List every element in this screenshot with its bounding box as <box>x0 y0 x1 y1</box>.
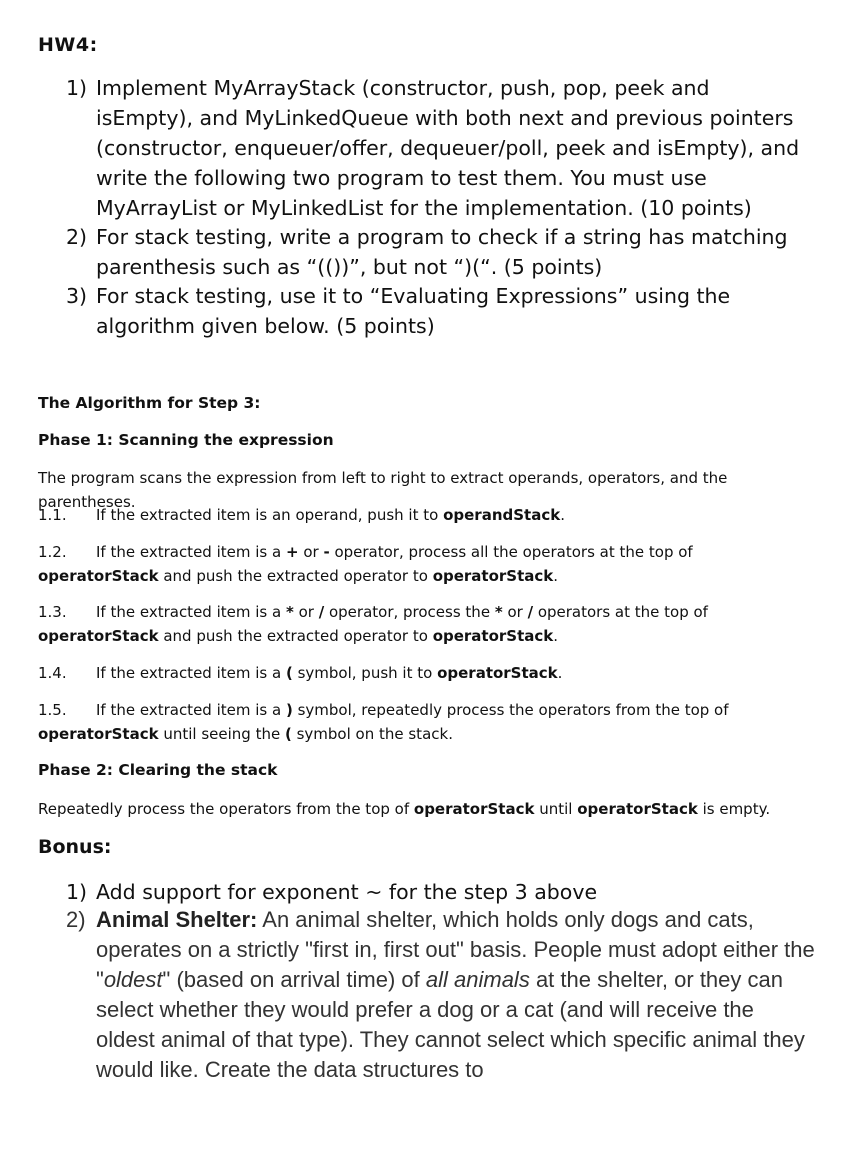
stack-name: operatorStack <box>38 627 159 645</box>
step-text: is empty. <box>697 800 771 818</box>
step-text: Repeatedly process the operators from the top of <box>38 800 414 818</box>
step-text: symbol, repeatedly process the operators from the top of <box>292 701 729 719</box>
algorithm-step-1-5 <box>38 698 818 746</box>
step-text: operator, process all the operators at the top of <box>329 543 693 561</box>
operator-symbol: * <box>494 603 503 621</box>
task-item-2 <box>66 222 806 282</box>
step-text: and push the extracted operator to <box>158 627 433 645</box>
task-text: For stack testing, write a program to check if a string has matching parenthesis such as “(())”, but not “)(“. (5 points) <box>96 225 788 279</box>
phase-1-title: Phase 1: Scanning the expression <box>38 431 334 449</box>
algorithm-title: The Algorithm for Step 3: <box>38 394 261 412</box>
parenthesis-symbol: ( <box>284 725 292 743</box>
task-number: 3) <box>66 284 88 308</box>
bonus-text: Add support for exponent ~ for the step 3 above <box>96 880 598 904</box>
parenthesis-symbol: ( <box>285 664 293 682</box>
step-text: If the extracted item is a <box>96 603 286 621</box>
operator-symbol: - <box>323 543 330 561</box>
stack-name: operatorStack <box>38 725 159 743</box>
task-item-1 <box>66 73 806 223</box>
step-text: If the extracted item is a <box>96 543 286 561</box>
operator-symbol: / <box>527 603 534 621</box>
parenthesis-symbol: ) <box>285 701 293 719</box>
task-number: 2) <box>66 225 88 249</box>
operator-symbol: * <box>285 603 294 621</box>
stack-name: operatorStack <box>577 800 698 818</box>
task-text: Implement MyArrayStack (constructor, push, pop, peek and isEmpty), and MyLinkedQueue with both next and previous pointers (constructor, enqueuer/offer, dequeuer/poll, peek and isEmpty), and write the following two program to test them. You must use MyArrayList or MyLinkedList for the implementation. (10 points) <box>96 76 800 220</box>
step-number: 1.1. <box>38 506 67 524</box>
emphasis-text: oldest <box>103 967 163 992</box>
bonus-text-part: " (based on arrival time) of <box>162 967 426 992</box>
step-text: or <box>293 603 319 621</box>
step-text: If the extracted item is a <box>96 664 286 682</box>
step-text: or <box>298 543 324 561</box>
bonus-number: 2) <box>66 907 86 932</box>
task-item-3 <box>66 281 806 341</box>
stack-name: operatorStack <box>432 627 554 645</box>
step-text: until <box>534 800 578 818</box>
step-text: If the extracted item is an operand, push it to <box>96 506 444 524</box>
bonus-text-part: at the shelter, or they can select whether they would prefer a dog or a cat (and will receive the oldest animal of that type). They cannot select which specific animal they would like. Create the data structures to <box>96 967 805 1082</box>
step-text: . <box>560 506 565 524</box>
bonus-number: 1) <box>66 880 88 904</box>
step-text: . <box>553 627 559 645</box>
step-text: until seeing the <box>158 725 285 743</box>
bonus-item-2 <box>66 905 816 1085</box>
bonus-item-title: Animal Shelter: <box>96 907 258 932</box>
step-number: 1.2. <box>38 543 67 561</box>
step-text: or <box>502 603 528 621</box>
algorithm-step-1-1 <box>38 503 818 527</box>
bonus-title: Bonus: <box>38 836 112 858</box>
step-text: . <box>557 664 563 682</box>
operator-symbol: + <box>285 543 299 561</box>
algorithm-step-1-3 <box>38 600 818 648</box>
algorithm-step-1-4 <box>38 661 818 685</box>
phase-1-intro: The program scans the expression from left to right to extract operands, operators, and the parentheses. <box>38 469 728 511</box>
step-number: 1.4. <box>38 664 67 682</box>
step-text: operator, process the <box>324 603 495 621</box>
step-number: 1.3. <box>38 603 67 621</box>
step-text: symbol, push it to <box>292 664 438 682</box>
step-number: 1.5. <box>38 701 67 719</box>
bonus-text <box>96 905 816 1085</box>
stack-name: operatorStack <box>38 567 159 585</box>
bonus-item-1 <box>66 877 816 907</box>
bonus-text-part: An animal shelter, which holds only dogs and cats, operates on a strictly "first in, first out" basis. People must adopt either the " <box>96 907 815 992</box>
step-text: symbol on the stack. <box>291 725 453 743</box>
stack-name: operatorStack <box>437 664 558 682</box>
phase-2-text <box>38 797 818 821</box>
step-text: . <box>553 567 559 585</box>
task-number: 1) <box>66 76 88 100</box>
step-text: If the extracted item is a <box>96 701 286 719</box>
algorithm-step-1-2 <box>38 540 818 588</box>
step-text: operators at the top of <box>533 603 708 621</box>
stack-name: operatorStack <box>432 567 554 585</box>
phase-2-title: Phase 2: Clearing the stack <box>38 761 278 779</box>
stack-name: operandStack <box>443 506 561 524</box>
step-text: and push the extracted operator to <box>158 567 433 585</box>
emphasis-text: all animals <box>425 967 530 992</box>
operator-symbol: / <box>318 603 325 621</box>
page-title: HW4: <box>38 34 98 56</box>
task-text: For stack testing, use it to “Evaluating Expressions” using the algorithm given below. (5 points) <box>96 284 731 338</box>
stack-name: operatorStack <box>413 800 535 818</box>
